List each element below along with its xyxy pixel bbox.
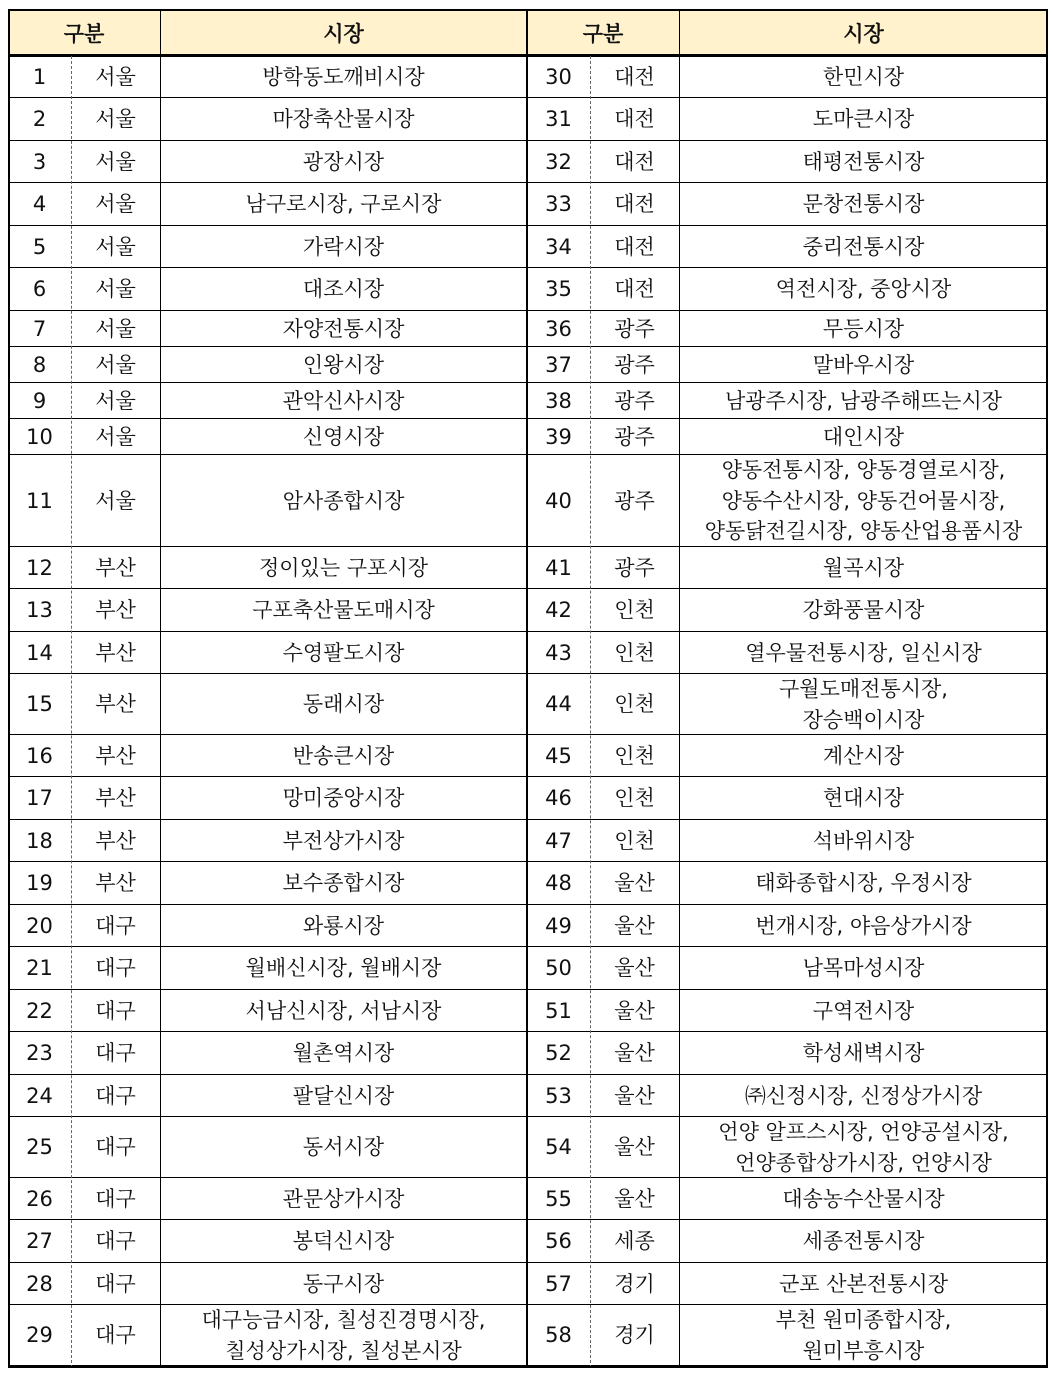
row-market-left: 동래시장 [302,692,385,717]
row-region-right: 인천 [614,598,655,623]
row-region-left: 대구 [95,1271,136,1296]
row-region-right: 울산 [614,998,655,1023]
row-market-left: 마장축산물시장 [272,107,415,132]
row-region-right: 대전 [614,107,655,132]
row-region-left: 서울 [95,352,136,377]
row-region-left: 서울 [95,388,136,413]
row-region-left: 대구 [95,1229,136,1254]
row-market-right: 대인시장 [822,424,905,449]
header-rule [8,54,1048,57]
row-region-right: 울산 [614,956,655,981]
row-number-left: 25 [26,1135,53,1160]
row-region-left: 서울 [95,424,136,449]
row-market-left: 월촌역시장 [292,1041,395,1066]
header-category-left: 구분 [8,9,160,56]
row-market-left: 월배신시장, 월배시장 [245,956,442,981]
row-number-left: 12 [26,555,53,580]
row-region-right: 대전 [614,192,655,217]
row-number-left: 24 [26,1083,53,1108]
row-region-left: 대구 [95,1135,136,1160]
row-number-right: 43 [545,640,572,665]
row-market-left: 수영팔도시장 [282,640,405,665]
row-market-left: 대조시장 [302,277,385,302]
row-region-right: 경기 [614,1271,655,1296]
row-region-right: 울산 [614,913,655,938]
row-number-left: 14 [26,640,53,665]
row-number-right: 40 [545,488,572,513]
row-region-right: 울산 [614,871,655,896]
row-market-left: 가락시장 [302,234,385,259]
row-number-left: 23 [26,1041,53,1066]
row-number-left: 7 [32,316,47,341]
row-region-left: 부산 [95,692,136,717]
row-region-left: 서울 [95,107,136,132]
row-region-left: 서울 [95,149,136,174]
row-number-right: 48 [545,871,572,896]
row-region-left: 대구 [95,1186,136,1211]
row-region-right: 대전 [614,234,655,259]
row-number-left: 22 [26,998,53,1023]
row-region-left: 부산 [95,555,136,580]
row-market-left: 서남신시장, 서남시장 [245,998,442,1023]
row-region-right: 광주 [614,316,655,341]
row-number-left: 3 [32,149,47,174]
row-region-right: 울산 [614,1186,655,1211]
row-market-left: 관악신사시장 [282,388,405,413]
row-number-right: 38 [545,388,572,413]
row-market-left: 팔달신시장 [292,1083,395,1108]
row-region-right: 인천 [614,640,655,665]
row-region-left: 부산 [95,743,136,768]
row-number-right: 33 [545,192,572,217]
row-region-left: 부산 [95,828,136,853]
row-market-right: 무등시장 [822,316,905,341]
row-number-right: 49 [545,913,572,938]
center-divider [526,9,528,1368]
row-number-right: 37 [545,352,572,377]
row-number-right: 52 [545,1041,572,1066]
row-market-left: 관문상가시장 [282,1186,405,1211]
row-region-left: 대구 [95,1323,136,1348]
row-number-right: 58 [545,1323,572,1348]
row-region-right: 인천 [614,692,655,717]
row-number-left: 11 [26,488,53,513]
row-number-left: 15 [26,692,53,717]
row-divider [8,1365,1048,1366]
row-market-right: ㈜신정시장, 신정상가시장 [744,1083,983,1108]
row-region-left: 대구 [95,913,136,938]
row-region-left: 서울 [95,234,136,259]
row-region-left: 대구 [95,1041,136,1066]
row-region-right: 대전 [614,149,655,174]
row-number-right: 42 [545,598,572,623]
row-number-right: 47 [545,828,572,853]
row-market-right: 번개시장, 야음상가시장 [755,913,972,938]
row-market-left: 신영시장 [302,424,385,449]
row-number-left: 17 [26,786,53,811]
row-market-left: 정이있는 구포시장 [259,555,428,580]
row-region-right: 광주 [614,424,655,449]
row-region-right: 울산 [614,1083,655,1108]
row-region-left: 서울 [95,488,136,513]
row-region-left: 대구 [95,1083,136,1108]
row-number-right: 56 [545,1229,572,1254]
market-table [8,9,1048,1368]
row-number-left: 26 [26,1186,53,1211]
row-market-right: 열우물전통시장, 일신시장 [745,640,982,665]
row-region-right: 울산 [614,1041,655,1066]
row-number-right: 39 [545,424,572,449]
row-region-right: 울산 [614,1135,655,1160]
row-market-left: 방학동도깨비시장 [262,64,425,89]
row-number-left: 29 [26,1323,53,1348]
row-market-left: 대구능금시장, 칠성진경명시장, 칠성상가시장, 칠성본시장 [201,1308,486,1363]
row-market-right: 태화종합시장, 우정시장 [755,871,972,896]
row-market-right: 강화풍물시장 [802,598,925,623]
row-market-left: 부전상가시장 [282,828,405,853]
header-category-right: 구분 [527,9,679,56]
row-market-right: 중리전통시장 [802,234,925,259]
dashed-divider [590,56,591,1368]
row-number-right: 31 [545,107,572,132]
row-number-left: 8 [32,352,47,377]
row-market-right: 남광주시장, 남광주해뜨는시장 [724,388,1003,413]
row-region-left: 서울 [95,192,136,217]
row-number-left: 9 [32,388,47,413]
row-market-right: 남목마성시장 [802,956,925,981]
row-number-left: 21 [26,956,53,981]
row-market-right: 대송농수산물시장 [782,1186,945,1211]
row-number-right: 45 [545,743,572,768]
row-market-right: 월곡시장 [822,555,905,580]
header-market-right: 시장 [679,9,1048,56]
row-market-left: 망미중앙시장 [282,786,405,811]
row-region-left: 서울 [95,64,136,89]
dashed-divider [71,56,72,1368]
row-number-right: 34 [545,234,572,259]
row-number-right: 50 [545,956,572,981]
row-region-right: 광주 [614,352,655,377]
row-market-left: 자양전통시장 [282,316,405,341]
row-region-right: 인천 [614,786,655,811]
header-market-left: 시장 [160,9,527,56]
row-number-left: 1 [32,64,47,89]
row-region-right: 인천 [614,743,655,768]
row-market-left: 보수종합시장 [282,871,405,896]
row-number-right: 54 [545,1135,572,1160]
row-region-left: 서울 [95,277,136,302]
row-market-right: 문창전통시장 [802,192,925,217]
row-region-right: 광주 [614,488,655,513]
row-number-right: 55 [545,1186,572,1211]
row-market-left: 인왕시장 [302,352,385,377]
row-region-left: 대구 [95,998,136,1023]
row-number-left: 20 [26,913,53,938]
row-region-right: 세종 [614,1229,655,1254]
row-market-right: 계산시장 [822,743,905,768]
row-market-left: 반송큰시장 [292,743,395,768]
column-divider [679,9,680,1368]
row-market-right: 태평전통시장 [802,149,925,174]
row-region-left: 부산 [95,786,136,811]
row-market-right: 한민시장 [822,64,905,89]
row-market-right: 구역전시장 [812,998,915,1023]
row-number-left: 27 [26,1229,53,1254]
row-market-left: 와룡시장 [302,913,385,938]
row-market-right: 양동전통시장, 양동경열로시장, 양동수산시장, 양동건어물시장, 양동닭전길시장, 양동산업용품시장 [704,458,1023,544]
row-number-left: 5 [32,234,47,259]
row-number-right: 46 [545,786,572,811]
row-number-left: 13 [26,598,53,623]
row-market-right: 학성새벽시장 [802,1041,925,1066]
row-region-right: 광주 [614,388,655,413]
row-region-right: 광주 [614,555,655,580]
row-region-left: 대구 [95,956,136,981]
row-number-left: 28 [26,1271,53,1296]
row-market-right: 세종전통시장 [802,1229,925,1254]
row-region-right: 대전 [614,64,655,89]
row-number-right: 57 [545,1271,572,1296]
row-number-left: 6 [32,277,47,302]
row-market-right: 역전시장, 중앙시장 [775,277,952,302]
row-market-left: 동서시장 [302,1135,385,1160]
row-region-left: 부산 [95,640,136,665]
row-market-right: 구월도매전통시장, 장승백이시장 [779,677,948,732]
row-market-right: 부천 원미종합시장, 원미부흥시장 [775,1308,952,1363]
row-market-left: 동구시장 [302,1271,385,1296]
row-number-left: 10 [26,424,53,449]
row-number-right: 44 [545,692,572,717]
row-market-left: 봉덕신시장 [292,1229,395,1254]
row-market-left: 광장시장 [302,149,385,174]
row-number-left: 2 [32,107,47,132]
row-market-right: 군포 산본전통시장 [779,1271,948,1296]
row-market-right: 말바우시장 [812,352,915,377]
row-number-right: 32 [545,149,572,174]
row-number-right: 53 [545,1083,572,1108]
row-region-left: 부산 [95,871,136,896]
row-number-left: 16 [26,743,53,768]
row-number-right: 51 [545,998,572,1023]
row-region-left: 부산 [95,598,136,623]
row-region-left: 서울 [95,316,136,341]
row-market-right: 현대시장 [822,786,905,811]
column-divider [160,9,161,1368]
row-region-right: 인천 [614,828,655,853]
row-market-right: 도마큰시장 [812,107,915,132]
row-number-left: 19 [26,871,53,896]
row-number-right: 35 [545,277,572,302]
row-region-right: 대전 [614,277,655,302]
row-market-right: 석바위시장 [812,828,915,853]
row-market-left: 남구로시장, 구로시장 [245,192,442,217]
row-number-left: 4 [32,192,47,217]
row-number-right: 30 [545,64,572,89]
row-number-right: 41 [545,555,572,580]
row-market-right: 언양 알프스시장, 언양공설시장, 언양종합상가시장, 언양시장 [718,1120,1009,1175]
row-market-left: 구포축산물도매시장 [252,598,435,623]
row-market-left: 암사종합시장 [282,488,405,513]
row-region-right: 경기 [614,1323,655,1348]
row-number-left: 18 [26,828,53,853]
row-number-right: 36 [545,316,572,341]
